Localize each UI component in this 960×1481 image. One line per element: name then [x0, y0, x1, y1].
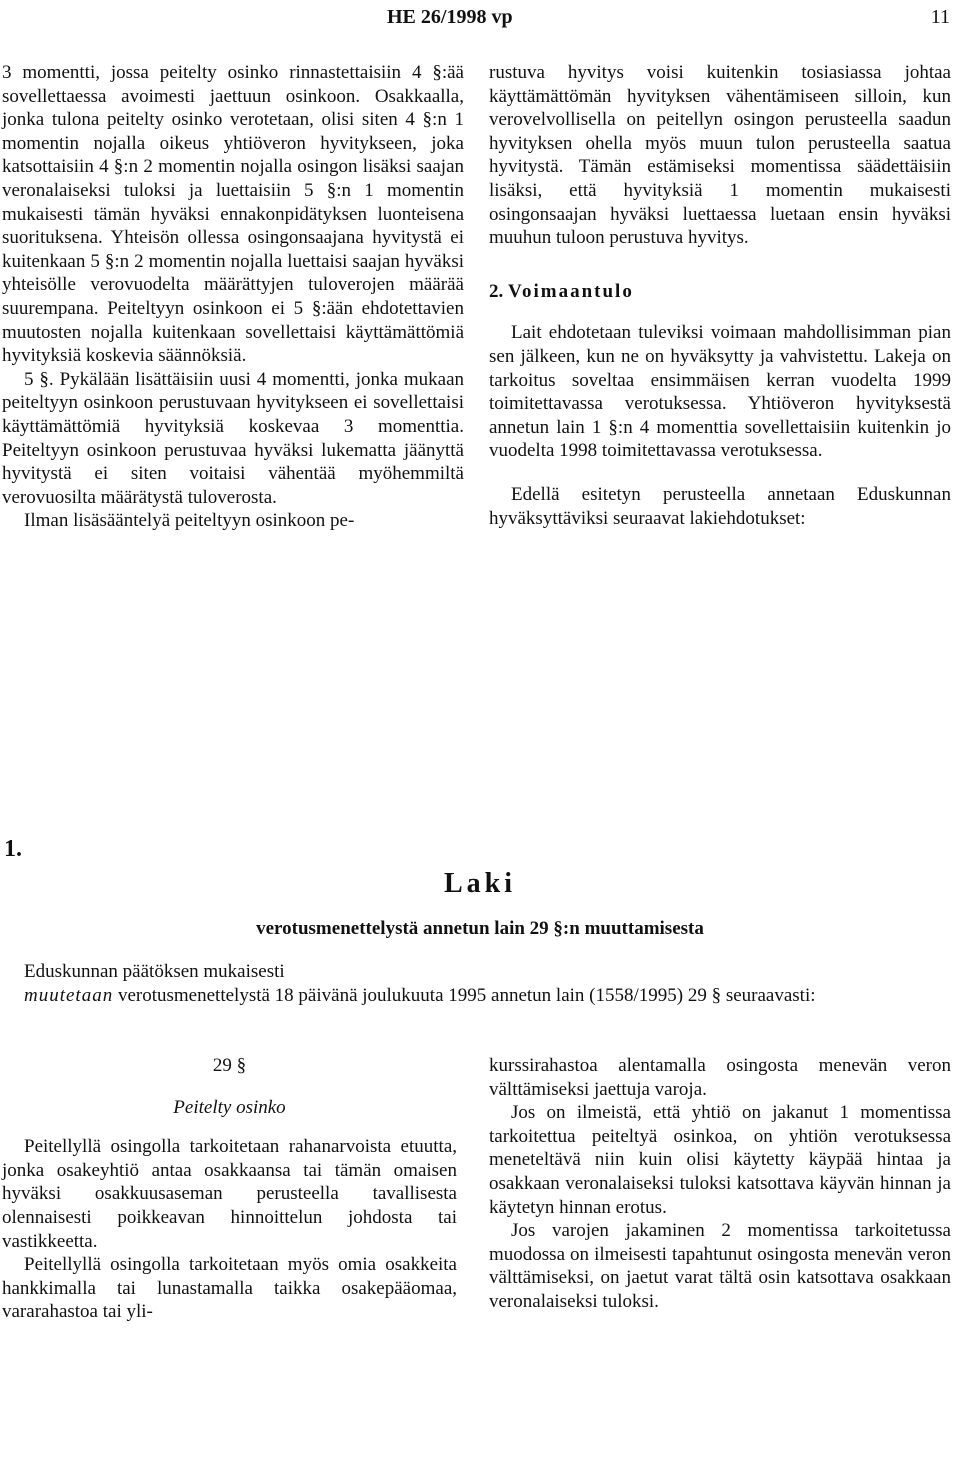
law-number: 1. — [4, 836, 22, 862]
section-title: Voimaantulo — [508, 280, 634, 302]
paragraph: Ilman lisäsääntelyä peiteltyyn osinkoon pe- — [24, 510, 355, 532]
section-title: Peitelty osinko — [173, 1096, 286, 1118]
paragraph: 3 momentti, jossa peitelty osinko rinnastettaisiin 4 §:ää sovellettaessa avoimesti jaettuun osinkoon. Osakkaalla, jonka tulona peitelty osinko verotetaan, olisi siten 4 §:n 1 momentin nojalla oikeus yhtiöveron hyvitykseen, joka katsottaisiin 4 §:n 2 momentin nojalla osingon lisäksi saajan veronalaiseksi tuloksi ja luettaisiin 5 §:n 1 momentin mukaisesti tämän hyväksi ennakonpidätyksen luonteisena suorituksena. Yhteisön ollessa osingonsaajana hyvitystä ei kuitenkaan 5 §:n 2 momentin nojalla luettaisi saajan hyväksi yhteisölle verovuodelta määrättyjen tuloverojen määrää suurempana. Peiteltyyn osinkoon ei 5 §:ään ehdotettavien muutosten nojalla kuitenkaan sovellettaisi käyttämättömiä hyvityksiä koskevia säännöksiä. — [2, 62, 464, 367]
paragraph: Jos on ilmeistä, että yhtiö on jakanut 1 momentissa tarkoitettua peiteltyä osinkoa, on yhtiön verotuksessa meneteltävä niin kuin olisi käytetty käypää hintaa ja osakkaan veronalaiseksi tuloksi katsottava käyvän hinnan ja käytetyn hinnan erotus. — [489, 1102, 951, 1218]
paragraph: kurssirahastoa alentamalla osingosta menevän veron välttämiseksi jaettuja varoja. — [489, 1055, 951, 1100]
law-preamble — [2, 960, 952, 1008]
section-number: 29 § — [212, 1055, 247, 1076]
preamble-text — [2, 984, 952, 1008]
section-heading — [489, 280, 951, 304]
paragraph: Jos varojen jakaminen 2 momentissa tarkoitetussa muodossa on ilmeisesti tapahtunut osingosta menevän veron välttämiseksi, on jaetut varat tältä osin katsottava osakkaan veronalaiseksi tuloksi. — [489, 1220, 951, 1312]
document-id: HE 26/1998 vp — [387, 6, 513, 28]
preamble-verb: muutetaan — [24, 985, 114, 1006]
paragraph: Peitellyllä osingolla tarkoitetaan rahanarvoista etuutta, jonka osakeyhtiö antaa osakkaansa tai tämän omaisen hyväksi osakkuusaseman perusteella tavallisesta olennaisesti poikkeavan hinnoittelun johdosta tai vastikkeetta. — [2, 1136, 457, 1252]
right-column-bottom — [489, 1054, 951, 1314]
law-subtitle: verotusmenettelystä annetun lain 29 §:n muuttamisesta — [256, 918, 704, 939]
preamble-line: Eduskunnan päätöksen mukaisesti — [24, 961, 285, 982]
left-column-top — [2, 61, 464, 533]
preamble-rest: verotusmenettelystä 18 päivänä joulukuuta 1995 annetun lain (1558/1995) 29 § seuraavasti: — [113, 985, 816, 1006]
left-column-bottom — [2, 1054, 457, 1324]
paragraph: Peitellyllä osingolla tarkoitetaan myös omia osakkeita hankkimalla tai lunastamalla taikka osakepääomaa, vararahastoa tai yli- — [2, 1254, 457, 1323]
right-column-top — [489, 61, 951, 530]
paragraph: 5 §. Pykälään lisättäisiin uusi 4 momentti, jonka mukaan peiteltyyn osinkoon perustuvaan hyvitykseen ei sovellettaisi käyttämättömiä hyvityksiä koskevaa 3 momenttia. Peiteltyyn osinkoon perustuvaa hyväksi lukematta jäänyttä hyvitystä ei siten voitaisi vähentää myöhemmiltä verovuosilta määrätystä tuloverosta. — [2, 368, 464, 508]
paragraph: Edellä esitetyn perusteella annetaan Eduskunnan hyväksyttäviksi seuraavat lakiehdotukset: — [489, 483, 951, 529]
paragraph: rustuva hyvitys voisi kuitenkin tosiasiassa johtaa käyttämättömän hyvityksen vähentämiseen silloin, kun verovelvollisella on peitellyn osingon perusteella saadun hyvityksen ohella myös muun tulon perusteella saatua hyvitystä. Tämän estämiseksi momentissa säädettäisiin lisäksi, että hyvityksiä 1 momentin mukaisesti osingonsaajan hyväksi luettaessa luetaan ensin hyväksi muuhun tuloon perustuva hyvitys. — [489, 62, 951, 249]
paragraph: Lait ehdotetaan tuleviksi voimaan mahdollisimman pian sen jälkeen, kun ne on hyväksytty ja vahvistettu. Lakeja on tarkoitus soveltaa ensimmäisen kerran vuodelta 1999 toimitettavassa verotuksessa. Yhtiöveron hyvityksestä annetun lain 1 §:n 4 momenttia sovellettaisiin kuitenkin jo vuodelta 1998 toimitettavassa verotuksessa. — [489, 322, 951, 462]
law-title: Laki — [443, 868, 517, 899]
page-header — [0, 6, 960, 30]
section-number: 2. — [489, 280, 504, 302]
page-number: 11 — [930, 6, 950, 28]
